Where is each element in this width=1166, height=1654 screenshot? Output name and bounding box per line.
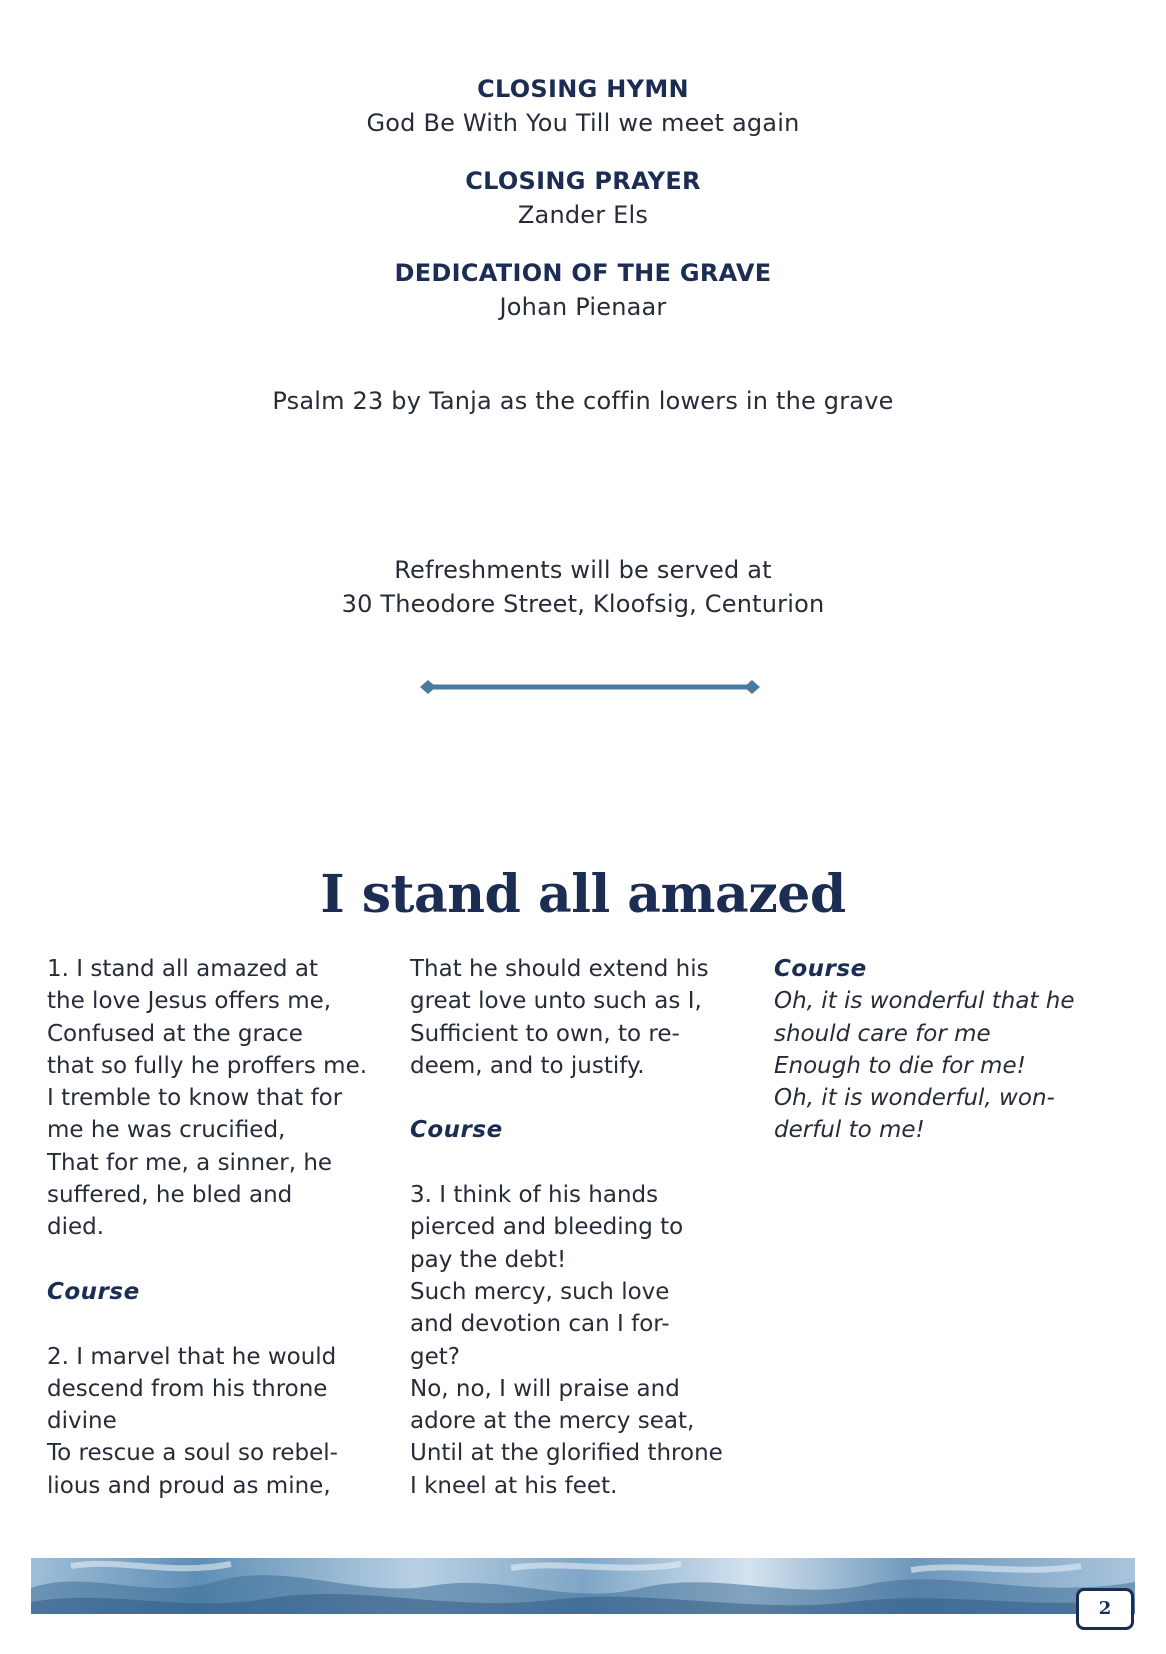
hymn-line: and devotion can I for- (410, 1311, 670, 1338)
refreshments-note (0, 553, 1166, 621)
hymn-line: great love unto such as I, (410, 988, 702, 1015)
program-list (0, 72, 1166, 348)
hymn-line: To rescue a soul so rebel- (47, 1440, 338, 1467)
hymn-line: That he should extend his (410, 956, 709, 982)
hymn-line: 3. I think of his hands (410, 1182, 659, 1209)
program-item-closing-hymn (0, 72, 1166, 140)
stanza-spacer (47, 1308, 397, 1340)
chorus-line: Oh, it is wonderful that he (774, 988, 1075, 1015)
chorus-label: Course (774, 956, 867, 982)
hymn-line: Sufficient to own, to re- (410, 1020, 680, 1047)
hymn-line: Until at the glorified throne (410, 1440, 723, 1467)
hymn-line: deem, and to justify. (410, 1052, 645, 1079)
hymn-line: Such mercy, such love (410, 1278, 670, 1305)
hymn-line: pierced and bleeding to (410, 1214, 684, 1241)
hymn-line: died. (47, 1214, 105, 1241)
hymn-line: I tremble to know that for (47, 1085, 343, 1112)
hymn-line: the love Jesus offers me, (47, 988, 332, 1015)
hymn-line: descend from his throne (47, 1375, 328, 1402)
stanza-spacer (410, 1147, 760, 1179)
hymn-line: I kneel at his feet. (410, 1472, 618, 1499)
page-number-badge: 2 (1076, 1588, 1134, 1630)
program-detail: God Be With You Till we meet again (366, 109, 800, 137)
chorus-line: should care for me (774, 1020, 991, 1047)
hymn-line: divine (47, 1408, 117, 1435)
psalm-note: Psalm 23 by Tanja as the coffin lowers in the grave (272, 387, 894, 415)
hymn-line: Confused at the grace (47, 1020, 303, 1047)
program-heading: CLOSING HYMN (477, 75, 689, 103)
refreshments-line: Refreshments will be served at (394, 556, 772, 584)
chorus-label: Course (410, 1117, 503, 1144)
hymn-line: lious and proud as mine, (47, 1472, 331, 1499)
chorus-line: Oh, it is wonderful, won- (774, 1085, 1055, 1112)
watercolor-footer-band (31, 1558, 1135, 1614)
hymn-line: get? (410, 1343, 460, 1370)
hymn-line: 2. I marvel that he would (47, 1343, 337, 1370)
program-detail: Johan Pienaar (499, 293, 667, 321)
chorus-text-block (774, 985, 1134, 1146)
hymn-column-2 (410, 953, 760, 1502)
stanza-spacer (410, 1082, 760, 1114)
refreshments-address: 30 Theodore Street, Kloofsig, Centurion (341, 590, 825, 618)
hymn-line: pay the debt! (410, 1246, 567, 1273)
program-item-dedication (0, 256, 1166, 324)
hymn-line: 1. I stand all amazed at (47, 956, 318, 982)
ornamental-divider (420, 677, 760, 697)
hymn-line: me he was crucified, (47, 1117, 286, 1144)
chorus-line: derful to me! (774, 1117, 925, 1144)
hymn-column-1 (47, 953, 397, 1502)
stanza-spacer (47, 1244, 397, 1276)
program-heading: DEDICATION OF THE GRAVE (394, 259, 772, 287)
program-heading: CLOSING PRAYER (465, 167, 701, 195)
hymn-line: that so fully he proffers me. (47, 1052, 368, 1079)
program-item-closing-prayer (0, 164, 1166, 232)
hymn-line: No, no, I will praise and (410, 1375, 680, 1402)
hymn-column-3 (774, 953, 1134, 1147)
hymn-title: I stand all amazed (320, 864, 846, 925)
hymn-line: suffered, he bled and (47, 1182, 293, 1209)
chorus-label: Course (47, 1278, 140, 1305)
chorus-line: Enough to die for me! (774, 1052, 1026, 1079)
program-detail: Zander Els (517, 201, 649, 229)
hymn-line: adore at the mercy seat, (410, 1408, 695, 1435)
hymn-line: That for me, a sinner, he (47, 1149, 333, 1176)
